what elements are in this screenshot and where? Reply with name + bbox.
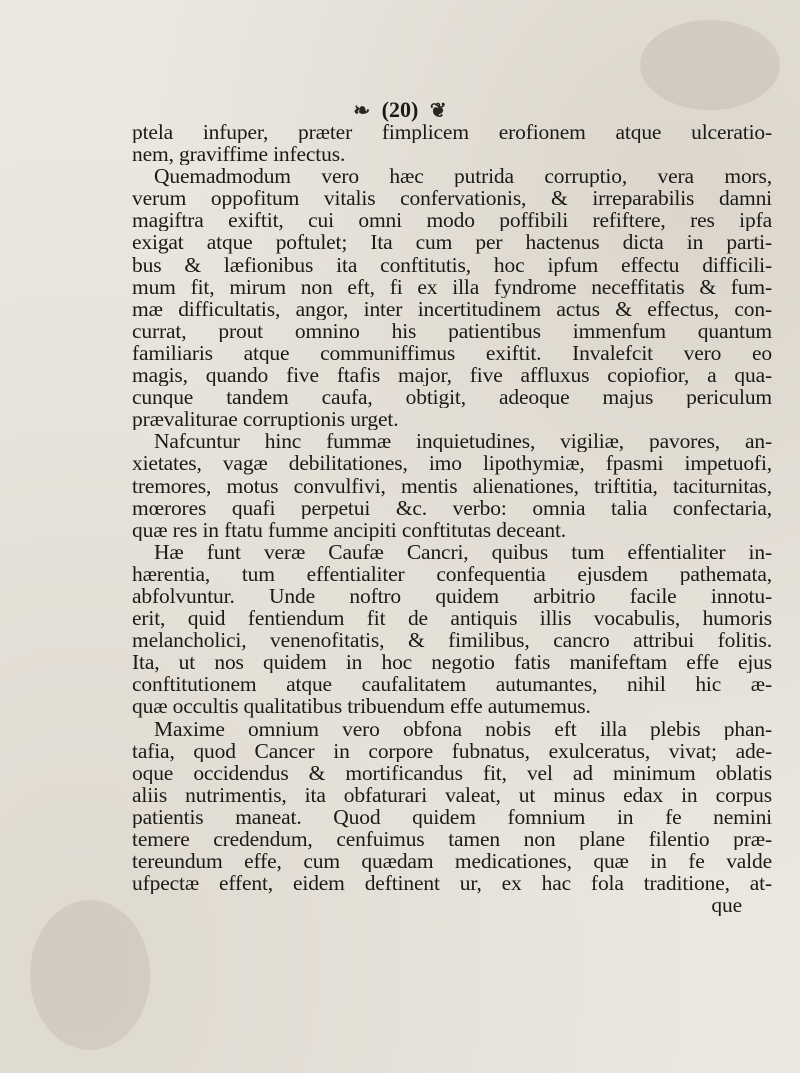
- page-number: (20): [381, 97, 419, 122]
- text-line: ufpectæ effent, eidem deftinent ur, ex hac fola traditione, at-: [132, 872, 772, 895]
- text-line: tafia, quod Cancer in corpore fubnatus, exulceratus, vivat; ade-: [132, 739, 772, 762]
- paper-stain: [30, 900, 150, 1050]
- ornament-left-icon: ❧: [353, 100, 371, 122]
- text-line: prævaliturae corruptionis urget.: [132, 408, 399, 431]
- text-line: xietates, vagæ debilitationes, imo lipothymiæ, fpasmi impetuofi,: [132, 452, 772, 475]
- text-line: aliis nutrimentis, ita obfaturari valeat, ut minus edax in corpus: [132, 783, 772, 806]
- text-line: quæ occultis qualitatibus tribuendum effe autumemus.: [132, 695, 591, 718]
- text-line: magiftra exiftit, cui omni modo poffibili refiftere, res ipfa: [132, 209, 772, 232]
- text-line: cunque tandem caufa, obtigit, adeoque majus periculum: [132, 386, 772, 409]
- text-line: hærentia, tum effentialiter confequentia ejusdem pathemata,: [132, 562, 772, 585]
- text-line: exigat atque poftulet; Ita cum per hactenus dicta in parti-: [132, 231, 772, 254]
- body-text: [132, 121, 772, 916]
- text-line: mœrores quafi perpetui &c. verbo: omnia talia confectaria,: [132, 496, 772, 519]
- text-line: mum fit, mirum non eft, fi ex illa fyndrome neceffitatis & fum-: [132, 275, 772, 298]
- text-line: Quemadmodum vero hæc putrida corruptio, vera mors,: [154, 165, 772, 188]
- text-line: oque occidendus & mortificandus fit, vel ad minimum oblatis: [132, 761, 772, 784]
- text-line: verum oppofitum vitalis confervationis, & irreparabilis damni: [132, 187, 772, 210]
- ornament-right-icon: ❦: [429, 100, 447, 122]
- text-line: temere credendum, cenfuimus tamen non plane filentio præ-: [132, 828, 772, 851]
- text-line: patientis maneat. Quod quidem fomnium in fe nemini: [132, 805, 772, 828]
- text-line: ptela infuper, præter fimplicem erofionem atque ulceratio-: [132, 121, 772, 144]
- text-line: conftitutionem atque caufalitatem autumantes, nihil hic æ-: [132, 673, 772, 696]
- text-line: Ita, ut nos quidem in hoc negotio fatis manifeftam effe ejus: [132, 651, 772, 674]
- text-line: melancholici, venenofitatis, & fimilibus, cancro attribui folitis.: [132, 629, 772, 652]
- catchword: que: [711, 894, 742, 917]
- page-header: [0, 97, 800, 123]
- text-line: quæ res in ftatu fumme ancipiti conftitutas deceant.: [132, 518, 567, 541]
- text-line: Maxime omnium vero obfona nobis eft illa plebis phan-: [154, 717, 772, 740]
- text-line: tremores, motus convulfivi, mentis alienationes, triftitia, taciturnitas,: [132, 474, 772, 497]
- text-line: Hæ funt veræ Caufæ Cancri, quibus tum effentialiter in-: [154, 540, 772, 563]
- text-line: Nafcuntur hinc fummæ inquietudines, vigiliæ, pavores, an-: [154, 430, 772, 453]
- text-line: erit, quid fentiendum fit de antiquis illis vocabulis, humoris: [132, 607, 772, 630]
- text-line: magis, quando five ftafis major, five affluxus copiofior, a qua-: [132, 364, 772, 387]
- text-line: familiaris atque communiffimus exiftit. Invalefcit vero eo: [132, 341, 772, 365]
- text-line: mæ difficultatis, angor, inter incertitudinem actus & effectus, con-: [132, 297, 772, 320]
- text-line: currat, prout omnino his patientibus immenfum quantum: [132, 319, 772, 342]
- text-line: bus & læfionibus ita conftitutis, hoc ipfum effectu difficili-: [132, 253, 772, 276]
- text-line: abfolvuntur. Unde noftro quidem arbitrio facile innotu-: [132, 584, 772, 608]
- text-line: tereundum effe, cum quædam medicationes, quæ in fe valde: [132, 850, 772, 873]
- text-line: nem, graviffime infectus.: [132, 143, 346, 166]
